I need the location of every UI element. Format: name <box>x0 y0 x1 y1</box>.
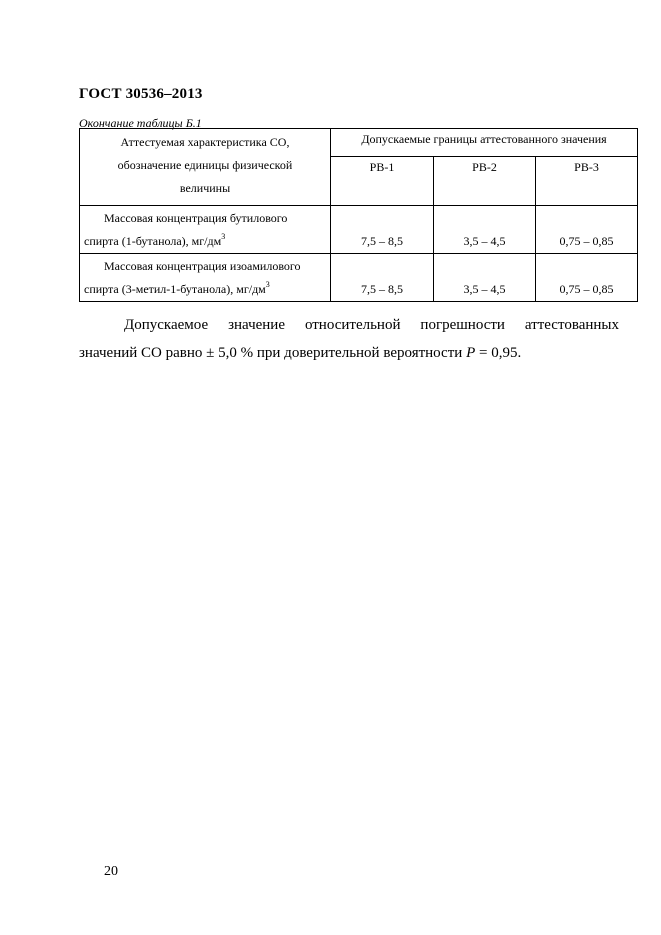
row-name-line2: спирта (1-бутанола), мг/дм <box>84 233 222 248</box>
header-attribute-line: Аттестуемая характеристика СО, <box>120 135 290 149</box>
row-value-rv3: 0,75 – 0,85 <box>536 206 638 254</box>
row-value-rv2: 3,5 – 4,5 <box>434 254 536 302</box>
row-value-rv1: 7,5 – 8,5 <box>331 254 434 302</box>
table-header-row <box>80 129 638 157</box>
paragraph-line2 <box>79 339 619 367</box>
probability-variable: P <box>466 345 476 361</box>
header-attribute-line: обозначение единицы физической <box>117 158 293 172</box>
body-paragraph <box>79 311 619 367</box>
row-value-rv2: 3,5 – 4,5 <box>434 206 536 254</box>
page-number: 20 <box>104 864 118 879</box>
row-name-line1: Массовая концентрация изоамилового <box>104 258 301 273</box>
row-name-cell <box>80 206 331 254</box>
header-group-cell: Допускаемые границы аттестованного значения <box>331 129 638 157</box>
unit-superscript: 3 <box>265 279 270 289</box>
unit-superscript: 3 <box>221 231 226 241</box>
paragraph-line2-end: = 0,95. <box>475 345 522 361</box>
row-name-cell <box>80 254 331 302</box>
paragraph-line2-text: значений СО равно ± 5,0 % при доверительной вероятности <box>79 345 467 361</box>
attestation-table <box>79 128 638 302</box>
header-rv1: РВ-1 <box>331 157 434 206</box>
row-value-rv1: 7,5 – 8,5 <box>331 206 434 254</box>
row-name-line2: спирта (3-метил-1-бутанола), мг/дм <box>84 281 266 296</box>
header-rv2: РВ-2 <box>434 157 536 206</box>
header-attribute-cell <box>80 129 331 206</box>
table-row <box>80 254 638 302</box>
table-row <box>80 206 638 254</box>
table-caption: Окончание таблицы Б.1 <box>79 116 202 130</box>
paragraph-line1: Допускаемое значение относительной погрешности аттестованных <box>124 317 619 333</box>
document-header: ГОСТ 30536–2013 <box>79 86 203 102</box>
header-rv3: РВ-3 <box>536 157 638 206</box>
row-value-rv3: 0,75 – 0,85 <box>536 254 638 302</box>
row-name-line1: Массовая концентрация бутилового <box>104 210 288 225</box>
header-attribute-line: величины <box>179 181 231 195</box>
